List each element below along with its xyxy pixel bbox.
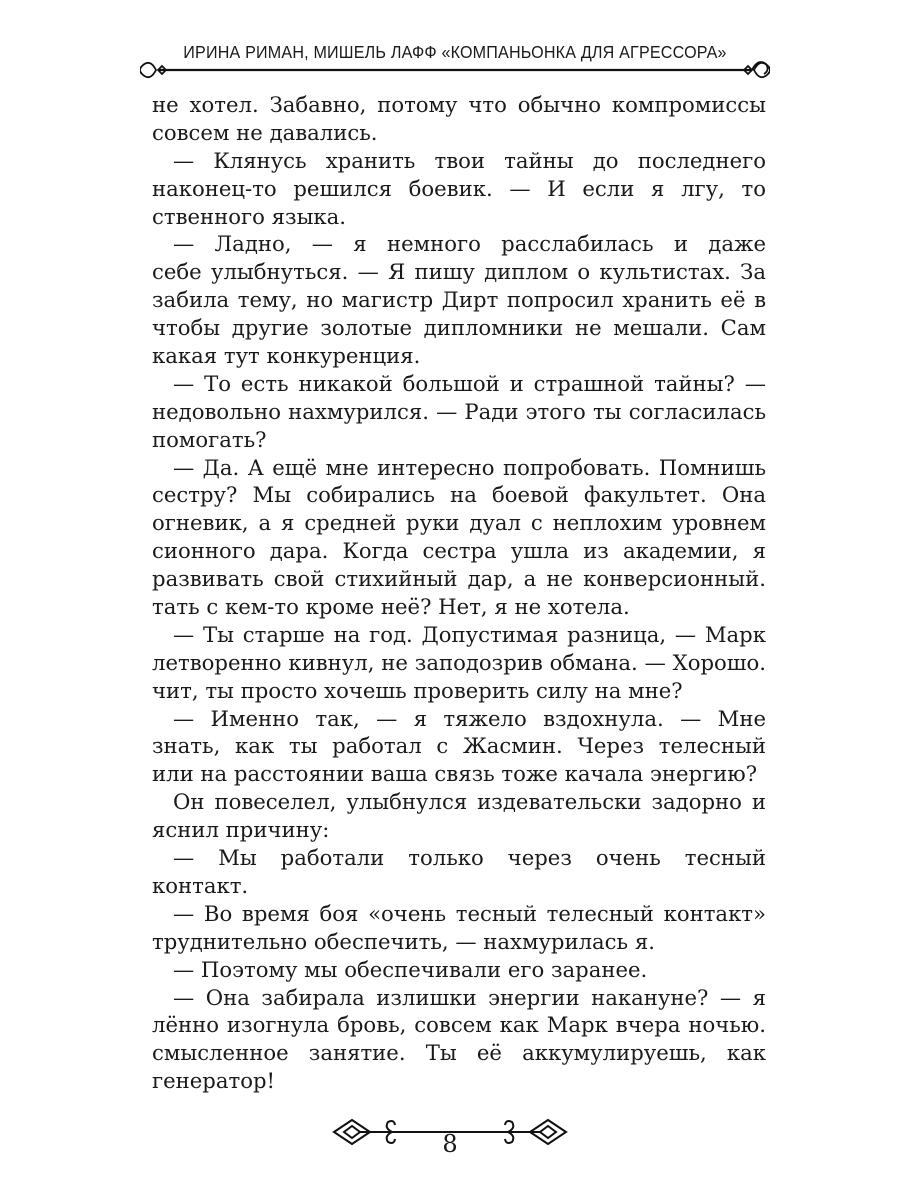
text-line: — Ты старше на год. Допустимая разница, — Марк — [173, 621, 766, 647]
page-footer — [330, 1112, 570, 1164]
text-line: наконец-то решился боевик. — И если я лгу, то — [152, 175, 766, 201]
text-line: смысленное занятие. Ты её аккумулируешь, как — [152, 1040, 766, 1066]
text-line: огневик, а я средней руки дуал с неплохим уровнем — [152, 510, 766, 536]
text-line: лённо изогнула бровь, совсем как Марк вчера ночью. — [152, 1012, 766, 1038]
text-line: генератор! — [152, 1068, 276, 1094]
text-line: труднительно обеспечить, — нахмурилась я. — [152, 928, 655, 954]
text-line: — Да. А ещё мне интересно попробовать. Помнишь — [173, 454, 766, 480]
text-line: Он повеселел, улыбнулся издевательски задорно и — [173, 789, 766, 815]
text-line: — Поэтому мы обеспечивали его заранее. — [173, 956, 648, 982]
text-line: — Мы работали только через очень тесный — [173, 845, 766, 871]
text-line: недовольно нахмурился. — Ради этого ты согласилась — [152, 398, 766, 424]
text-line: — Она забирала излишки энергии накануне? — я — [173, 984, 766, 1010]
text-line: контакт. — [152, 872, 249, 898]
text-line: какая тут конкуренция. — [152, 343, 421, 369]
text-line: — Ладно, — я немного расслабилась и даже — [173, 231, 766, 257]
text-line: — То есть никакой большой и страшной тайны? — — [173, 370, 766, 396]
text-line: совсем не давались. — [152, 119, 378, 145]
text-line: сионного дара. Когда сестра ушла из академии, я — [152, 538, 766, 564]
text-line: чит, ты просто хочешь проверить силу на мне? — [152, 677, 683, 703]
text-line: не хотел. Забавно, потому что обычно компромиссы — [152, 92, 766, 117]
text-line: себе улыбнуться. — Я пишу диплом о культистах. За — [152, 259, 766, 285]
text-line: помогать? — [152, 426, 267, 452]
text-line: сестру? Мы собирались на боевой факультет. Она — [152, 482, 766, 508]
page-body-text — [152, 91, 766, 1095]
text-line: — Во время боя «очень тесный телесный контакт» — [173, 900, 766, 926]
header-title: ИРИНА РИМАН, МИШЕЛЬ ЛАФФ «КОМПАНЬОНКА ДЛЯ АГРЕССОРА» — [183, 42, 727, 62]
running-header — [140, 36, 770, 86]
text-line: — Именно так, — я тяжело вздохнула. — Мне — [173, 705, 766, 731]
text-line: ственного языка. — [152, 203, 347, 229]
text-line: чтобы другие золотые дипломники не мешали. Сам — [152, 315, 766, 341]
text-line: тать с кем-то кроме неё? Нет, я не хотела. — [152, 594, 630, 620]
text-line: развивать свой стихийный дар, а не конверсионный. — [152, 566, 766, 592]
text-line: — Клянусь хранить твои тайны до последнего — [173, 147, 766, 173]
text-line: или на расстоянии ваша связь тоже качала энергию? — [152, 761, 758, 787]
page-number: 8 — [442, 1130, 458, 1158]
text-line: знать, как ты работал с Жасмин. Через телесный — [152, 733, 766, 759]
text-line: забила тему, но магистр Дирт попросил хранить её в — [152, 287, 766, 313]
text-line: яснил причину: — [152, 817, 330, 843]
text-line: летворенно кивнул, не заподозрив обмана. — Хорошо. — [152, 649, 766, 675]
